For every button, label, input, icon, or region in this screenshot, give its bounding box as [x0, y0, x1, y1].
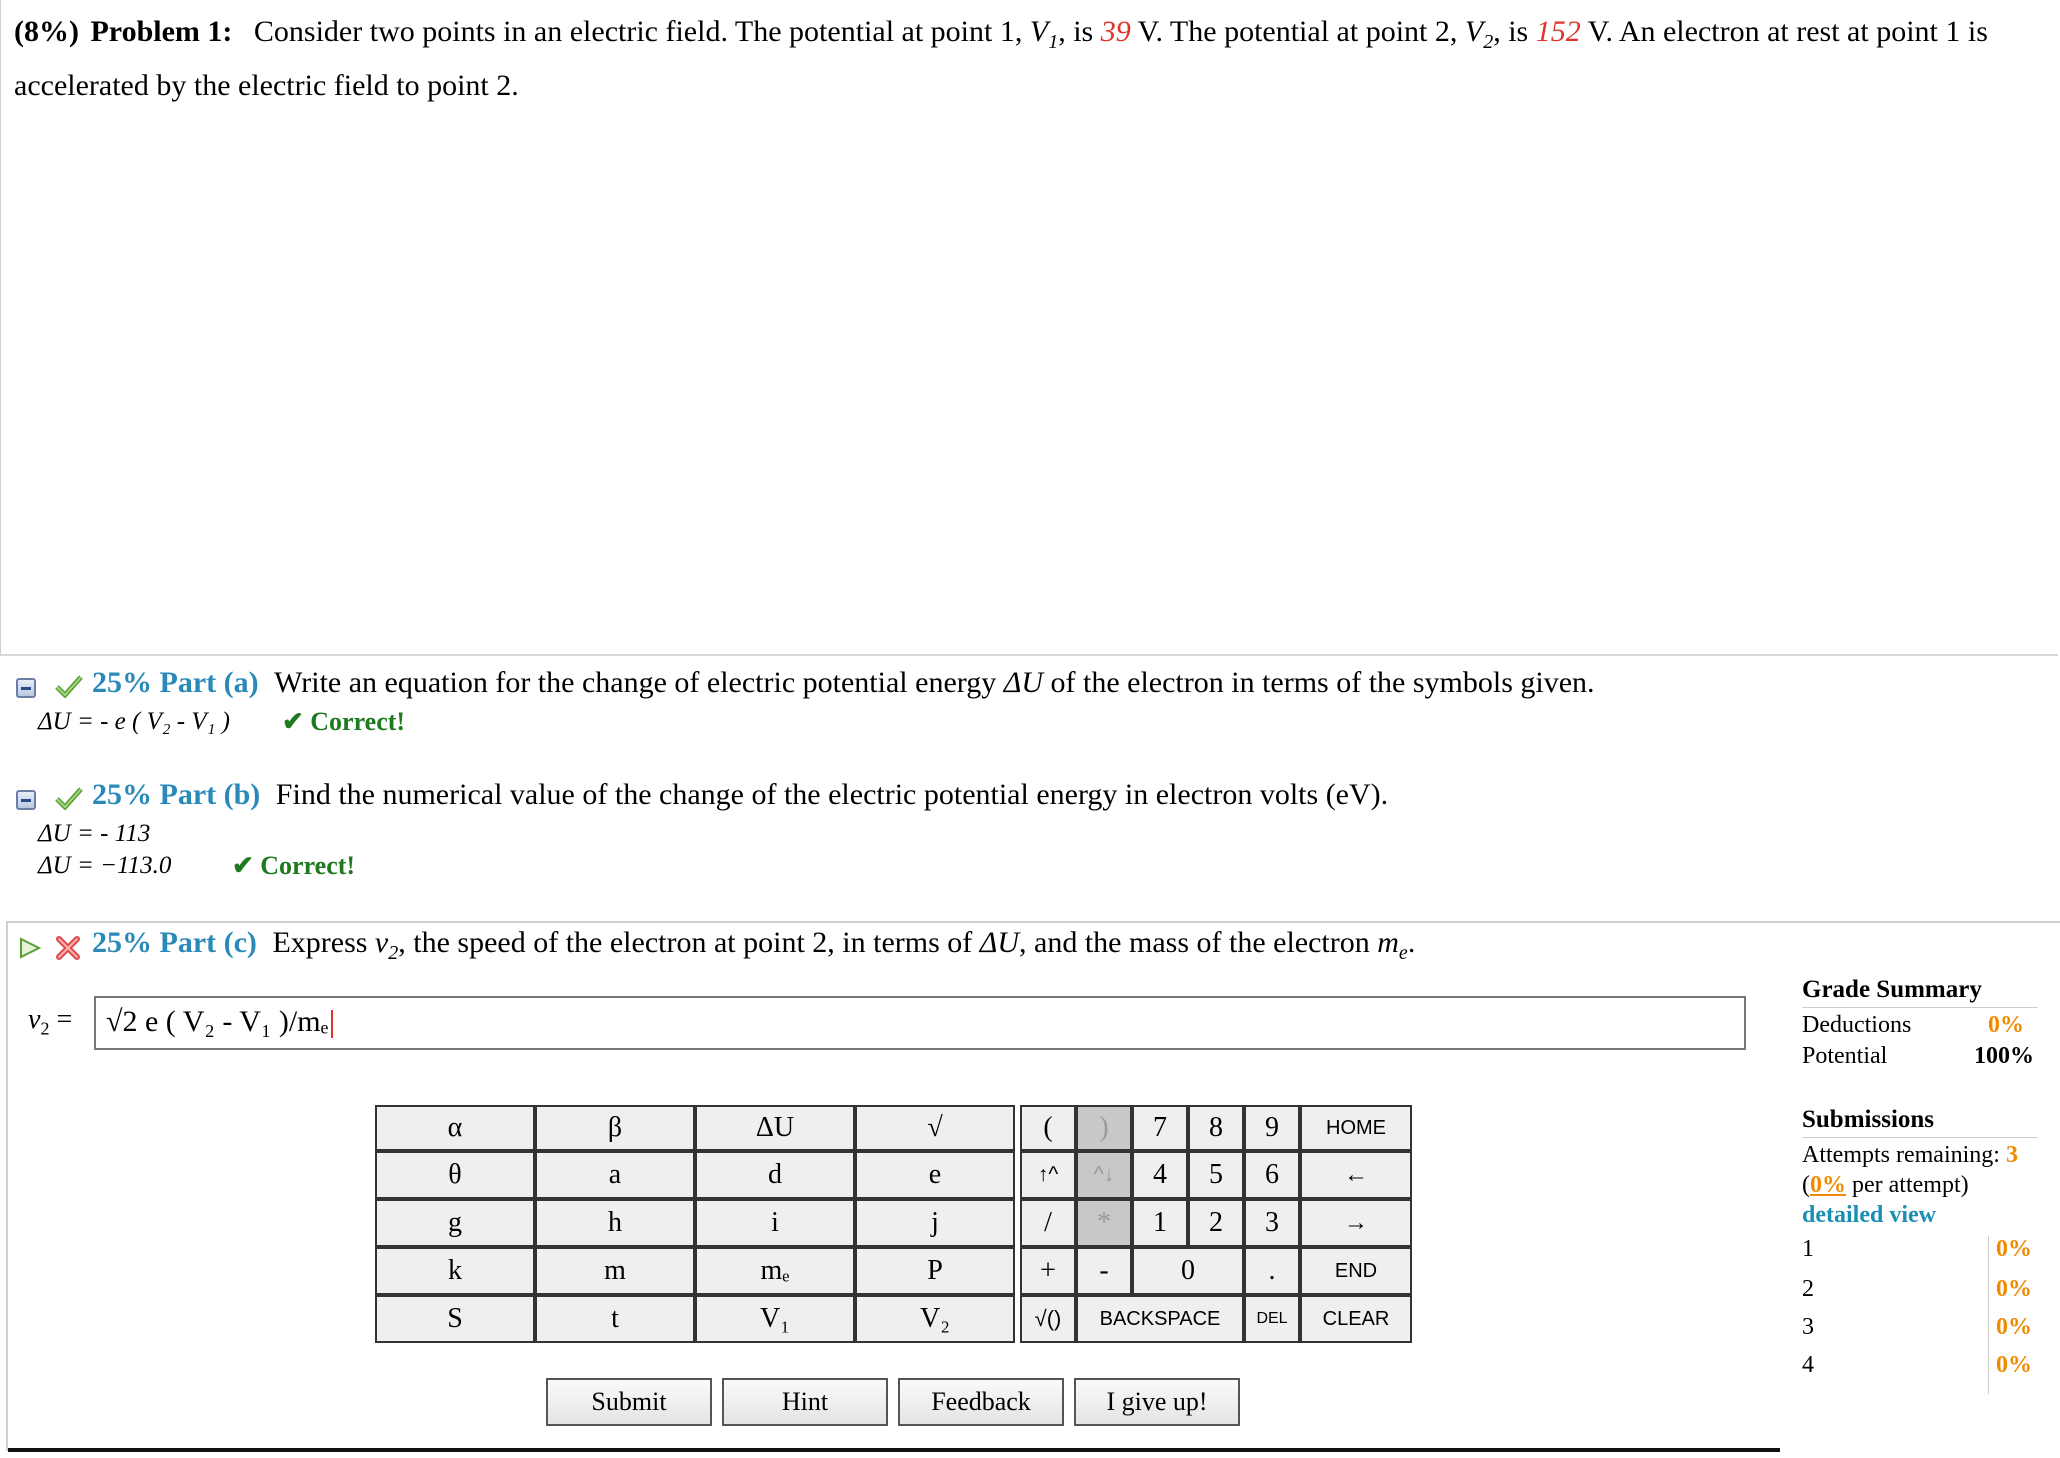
digit-5-key[interactable]: 5	[1188, 1151, 1244, 1199]
problem-weight: (8%)	[14, 15, 79, 48]
part-b-status: ✔ Correct!	[232, 851, 356, 880]
end-key[interactable]: END	[1300, 1247, 1412, 1295]
feedback-button[interactable]: Feedback	[898, 1378, 1064, 1426]
submission-grade: 0%	[1996, 1276, 2032, 1302]
part-a-header	[92, 666, 1595, 700]
digit-2-key[interactable]: 2	[1188, 1199, 1244, 1247]
key-p[interactable]: P	[855, 1247, 1015, 1295]
problem-text-3: V. The potential at point 2,	[1137, 15, 1458, 48]
part-b-weight: 25%	[92, 778, 152, 811]
per-attempt-open: (	[1802, 1172, 1810, 1198]
per-attempt-value: 0%	[1810, 1172, 1846, 1198]
problem-text-5: V. An electron at rest at point 1 is accelerated by the electric field to point 2.	[14, 15, 1988, 102]
input-label-eq: =	[56, 1004, 73, 1035]
v2-symbol: $V_2$	[1464, 15, 1494, 53]
left-arrow-key[interactable]: ←	[1300, 1151, 1412, 1199]
deductions-value: 0%	[1988, 1012, 2024, 1038]
key-i[interactable]: i	[695, 1199, 855, 1247]
per-attempt-text: per attempt)	[1852, 1172, 1969, 1198]
collapse-part-b-icon[interactable]	[16, 790, 36, 810]
problem-text-2: , is	[1058, 15, 1094, 48]
potential-value: 100%	[1974, 1043, 2034, 1069]
part-c-prompt-v: $v_2$	[374, 926, 399, 964]
submission-grade: 0%	[1996, 1352, 2032, 1378]
collapse-part-a-icon[interactable]	[16, 678, 36, 698]
del-key[interactable]: DEL	[1244, 1295, 1300, 1343]
part-c-weight: 25%	[92, 926, 152, 959]
part-c-header	[92, 926, 1415, 965]
submissions-title: Submissions	[1802, 1106, 1935, 1133]
key-v2[interactable]: V₂	[855, 1295, 1015, 1343]
part-c-prompt-3: , and the mass of the electron	[1019, 926, 1370, 959]
part-a-prompt-2: of the electron in terms of the symbols given.	[1050, 666, 1595, 699]
part-c-prompt-4: .	[1407, 926, 1416, 959]
part-a-answer: ΔU = - e ( V₂ - V₁ )	[38, 708, 230, 735]
attempts-label: Attempts remaining:	[1802, 1142, 2000, 1168]
key-alpha[interactable]: α	[375, 1105, 535, 1151]
key-m[interactable]: m	[535, 1247, 695, 1295]
key-e[interactable]: e	[855, 1151, 1015, 1199]
part-a-prompt-symbol: ΔU	[1003, 666, 1043, 699]
digit-9-key[interactable]: 9	[1244, 1105, 1300, 1151]
play-arrow-icon[interactable]	[18, 936, 42, 960]
part-b-header	[92, 778, 1388, 812]
part-a-status: ✔ Correct!	[282, 707, 406, 736]
key-d[interactable]: d	[695, 1151, 855, 1199]
key-j[interactable]: j	[855, 1199, 1015, 1247]
key-beta[interactable]: β	[535, 1105, 695, 1151]
minus-key[interactable]: -	[1076, 1247, 1132, 1295]
bottom-rule	[8, 1448, 1780, 1452]
submission-grade: 0%	[1996, 1236, 2032, 1262]
digit-6-key[interactable]: 6	[1244, 1151, 1300, 1199]
digit-1-key[interactable]: 1	[1132, 1199, 1188, 1247]
input-label	[28, 1004, 72, 1040]
part-b-answer-formatted: ΔU = −113.0	[38, 852, 172, 879]
detailed-view-link[interactable]: detailed view	[1802, 1202, 1936, 1228]
deductions-label: Deductions	[1802, 1012, 1912, 1038]
part-a-weight: 25%	[92, 666, 152, 699]
part-b-label: Part (b)	[159, 778, 261, 811]
input-label-sub: 2	[40, 1018, 50, 1039]
grade-summary-rule	[1802, 1007, 2038, 1008]
incorrect-x-icon	[54, 934, 82, 962]
key-s[interactable]: S	[375, 1295, 535, 1343]
grade-summary-title: Grade Summary	[1802, 976, 1982, 1003]
v1-symbol: $V_1$	[1029, 15, 1059, 53]
text-cursor	[331, 1010, 333, 1038]
sqrt-paren-key[interactable]: √()	[1020, 1295, 1076, 1343]
potential-label: Potential	[1802, 1043, 1888, 1069]
input-label-v: v	[28, 1004, 41, 1035]
key-delta-u[interactable]: ΔU	[695, 1105, 855, 1151]
key-t[interactable]: t	[535, 1295, 695, 1343]
key-theta[interactable]: θ	[375, 1151, 535, 1199]
power-up-key[interactable]: ↑^	[1020, 1151, 1076, 1199]
submission-number: 4	[1802, 1352, 1814, 1378]
submit-button[interactable]: Submit	[546, 1378, 712, 1426]
multiply-key[interactable]: *	[1076, 1199, 1132, 1247]
problem-statement	[14, 10, 2044, 108]
submissions-rule	[1802, 1137, 2038, 1138]
digit-4-key[interactable]: 4	[1132, 1151, 1188, 1199]
attempts-value: 3	[2005, 1142, 2018, 1168]
plus-key[interactable]: +	[1020, 1247, 1076, 1295]
part-b-answer-entered: ΔU = - 113	[38, 820, 151, 847]
answer-input[interactable]	[94, 996, 1746, 1050]
key-v1[interactable]: V₁	[695, 1295, 855, 1343]
backspace-key[interactable]: BACKSPACE	[1076, 1295, 1244, 1343]
key-m-e[interactable]: mₑ	[695, 1247, 855, 1295]
problem-text-4: , is	[1493, 15, 1529, 48]
divide-key[interactable]: /	[1020, 1199, 1076, 1247]
problem-text-1: Consider two points in an electric field. The potential at point 1,	[253, 15, 1023, 48]
v1-value: 39	[1100, 15, 1131, 48]
check-icon	[54, 786, 84, 810]
give-up-button[interactable]: I give up!	[1074, 1378, 1240, 1426]
right-arrow-key[interactable]: →	[1300, 1199, 1412, 1247]
part-a-prompt-1: Write an equation for the change of electric potential energy	[274, 666, 997, 699]
hint-button[interactable]: Hint	[722, 1378, 888, 1426]
power-down-key[interactable]: ^↓	[1076, 1151, 1132, 1199]
problem-label: Problem 1:	[90, 15, 233, 48]
submission-number: 1	[1802, 1236, 1814, 1262]
submission-grade: 0%	[1996, 1314, 2032, 1340]
attempts-remaining	[1802, 1142, 2018, 1169]
per-attempt	[1802, 1172, 1969, 1199]
part-c-prompt-2: , the speed of the electron at point 2, in terms of	[398, 926, 973, 959]
part-a-label: Part (a)	[159, 666, 259, 699]
key-a[interactable]: a	[535, 1151, 695, 1199]
part-c-label: Part (c)	[159, 926, 257, 959]
digit-8-key[interactable]: 8	[1188, 1105, 1244, 1151]
key-sqrt[interactable]: √	[855, 1105, 1015, 1151]
digit-3-key[interactable]: 3	[1244, 1199, 1300, 1247]
dot-key[interactable]: .	[1244, 1247, 1300, 1295]
submission-number: 3	[1802, 1314, 1814, 1340]
v2-value: 152	[1535, 15, 1581, 48]
check-icon	[54, 674, 84, 698]
answer-input-value: √2 e ( V₂ - V₁ )/mₑ	[106, 1005, 329, 1038]
submission-number: 2	[1802, 1276, 1814, 1302]
key-g[interactable]: g	[375, 1199, 535, 1247]
submissions-divider	[1988, 1236, 1989, 1394]
key-h[interactable]: h	[535, 1199, 695, 1247]
submissions-list	[1802, 1236, 2038, 1396]
open-paren-key[interactable]: (	[1020, 1105, 1076, 1151]
home-key[interactable]: HOME	[1300, 1105, 1412, 1151]
digit-7-key[interactable]: 7	[1132, 1105, 1188, 1151]
part-b-prompt: Find the numerical value of the change of the electric potential energy in electron volts (eV).	[275, 778, 1389, 811]
part-c-prompt-du: ΔU	[979, 926, 1020, 959]
close-paren-key[interactable]: )	[1076, 1105, 1132, 1151]
digit-0-key[interactable]: 0	[1132, 1247, 1244, 1295]
part-c-prompt-m: $m_e$	[1377, 926, 1408, 964]
part-c-prompt-1: Express	[272, 926, 368, 959]
clear-key[interactable]: CLEAR	[1300, 1295, 1412, 1343]
key-k[interactable]: k	[375, 1247, 535, 1295]
